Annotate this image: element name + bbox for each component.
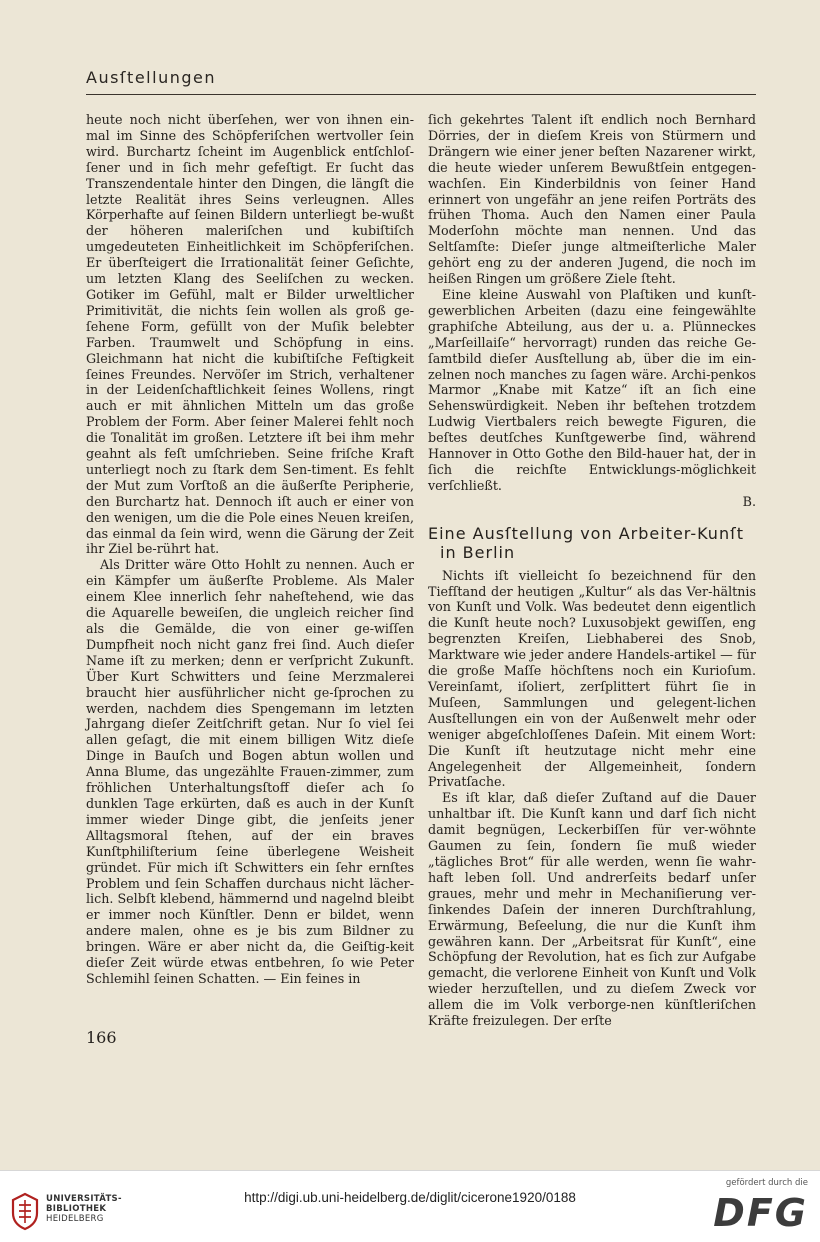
paragraph: Eine kleine Auswahl von Plaſtiken und kunſt-gewerblichen Arbeiten (dazu eine feingewählte graphiſche Abteilung, aus der u. a. Plünneckes „Marſeillaiſe“ hervorragt) runden das reiche Ge-ſamtbild dieſer Ausſtellung ab, über die im ein-zelnen noch manches zu ſagen wäre. Archi-penkos Marmor „Knabe mit Katze“ iſt an ſich eine Sehenswürdigkeit. Neben ihr beſtehen trotzdem Ludwig Viertbalers reich bewegte Figuren, die beſtes deutſches Kunſtgewerbe ſind, während Hannover in Otto Gothe den Bild-hauer hat, der in ſich die reichſte Entwicklungs-möglichkeit verſchließt. [428,286,756,493]
paragraph: ſich gekehrtes Talent iſt endlich noch Bernhard Dörries, der in dieſem Kreis von Stürmern und Drängern wie einer jener beſten Nazarener wirkt, die heute wieder unſerem Bewußtſein entgegen-wachſen. Ein Kinderbildnis von ſeiner Hand erinnert von ungefähr an jene reifen Porträts des frühen Thoma. Auch den Namen einer Paula Moderſohn möchte man nennen. Und das Seltſamſte: Dieſer junge altmeiſterliche Maler gehört eng zu der anderen Jugend, die noch im heißen Ringen um größere Ziele ſteht. [428,112,756,287]
viewer-footer [0,1170,820,1242]
library-name-line: UNIVERSITÄTS- [46,1194,122,1204]
running-head: Ausſtellungen [86,68,216,87]
paragraph: heute noch nicht überſehen, wer von ihnen ein-mal im Sinne des Schöpferiſchen wertvoller ſein wird. Burchartz ſcheint im Augenblick entſchloſ-ſener und in ſich mehr gefeſtigt. Er ſucht das Transzendentale hinter den Dingen, die längſt die letzte Realität ihres Seins verleugnen. Alles Körperhafte auf ſeinen Bildern unterliegt be-wußt der höheren maleriſchen und kubiſtiſch umgedeuteten Einheitlichkeit im Schöpferiſchen. Er überſteigert die Irrationalität ſeiner Geſichte, um letzten Klang des Seeliſchen zu wecken. Gotiker im Gefühl, malt er Bilder urweltlicher Primitivität, die nichts ſein wollen als groß ge-ſehene Form, gefüllt von der Muſik belebter Farben. Traumwelt und Schöpfung in eins. Gleichmann hat nicht die kubiſtiſche Feſtigkeit ſeines Freundes. Nervöſer im Strich, verhaltener in der Leidenſchaftlichkeit ſeines Wollens, ringt auch er mit ähnlichen Mitteln um das große Problem der Form. Aber ſeiner Malerei fehlt noch die Tonalität im großen. Letztere iſt bei ihm mehr geahnt als feſt umſchrieben. Seine friſche Kraft unterliegt noch zu ſtark dem Sen-timent. Es fehlt der Mut zum Vorſtoß an die äußerſte Peripherie, den Burchartz hat. Dennoch iſt auch er einer von den wenigen, um die die Pole eines Neuen kreiſen, das einmal da ſein wird, wenn die Gärung der Zeit ihr Ziel be-rührt hat. [86,112,414,557]
library-name-line: BIBLIOTHEK [46,1204,107,1214]
article-heading-line: in Berlin [440,542,516,562]
paragraph: Es iſt klar, daß dieſer Zuſtand auf die Dauer unhaltbar iſt. Die Kunſt kann und darf ſich nicht damit begnügen, Leckerbiſſen für ver-wöhnte Gaumen zu ſein, ſondern ſie muß wieder „tägliches Brot“ für alle werden, wenn ſie wahr-haft leben ſoll. Und andrerſeits bedarf unſer graues, mehr und mehr in Mechaniſierung ver-ſinkendes Daſein der inneren Durchſtrahlung, Erwärmung, Beſeelung, die nur die Kunſt ihm gewähren kann. Der „Arbeitsrat für Kunſt“, eine Schöpfung der Revolution, hat es ſich zur Aufgabe gemacht, die verlorene Einheit von Kunſt und Volk wieder herzuſtellen, und zu dieſem Zweck vor allem die im Volk verborge-nen künſtleriſchen Kräfte freizulegen. Der erſte [428,790,756,1029]
left-column [86,112,414,987]
right-column [428,112,756,1029]
page-number: 166 [86,1028,117,1047]
paragraph: Als Dritter wäre Otto Hohlt zu nennen. Auch er ein Kämpfer um äußerſte Probleme. Als Maler einem Klee innerlich ſehr naheſtehend, wie das die Aquarelle beweiſen, die ungleich reicher ſind als die Gemälde, die von einer ge-wiſſen Dumpfheit noch nicht ganz frei ſind. Auch dieſer Name iſt zu merken; denn er verſpricht Zukunft. Über Kurt Schwitters und ſeine Merzmalerei braucht hier ausführlicher nicht ge-ſprochen zu werden, nachdem dies Spengemann im letzten Jahrgang dieſer Zeitſchrift getan. Nur ſo viel ſei allen geſagt, die mit einem billigen Witz dieſe Dinge in Bauſch und Bogen abtun wollen und Anna Blume, das ungezählte Frauen-zimmer, zum fröhlichen Unterhaltungsſtoff dieſer ach ſo dunklen Tage erkürten, daß es auch in der Kunſt immer wieder Dinge gibt, die jenſeits jener Alltagsmoral ſtehen, auf der ein braves Kunſtphiliſterium ſeine überlegene Weisheit gründet. Für mich iſt Schwitters ein ſehr ernſtes Problem und ſein Schaffen durchaus nicht lächer-lich. Selbſt klebend, hämmernd und nagelnd bleibt er immer noch Künſtler. Denn er bildet, wenn andere malen, ohne es je bis zum Bildner zu bringen. Wäre er aber nicht da, die Geiſtig-keit dieſer Zeit würde etwas entbehren, ſo wie Peter Schlemihl ſeinen Schatten. — Ein feines in [86,557,414,986]
author-signature: B. [742,493,756,509]
article-heading [428,524,756,562]
library-name-line: HEIDELBERG [46,1214,104,1224]
paragraph: Nichts iſt vielleicht ſo bezeichnend für den Tiefſtand der heutigen „Kultur“ als das Ver-hältnis von Kunſt und Volk. Was bedeutet denn eigentlich die Kunſt heute noch? Luxusobjekt gewiſſen, eng begrenzten Kreiſen, Liebhaberei des Snob, Marktware wie jeder andere Handels-artikel — für die große Maſſe höchſtens noch ein Kurioſum. Vereinſamt, iſoliert, zerſplittert führt ſie in Muſeen, Sammlungen und gelegent-lichen Ausſtellungen ein von der Außenwelt mehr oder weniger abgeſchloſſenes Daſein. Mit einem Wort: Die Kunſt iſt heutzutage nicht mehr eine Angelegenheit der Allgemeinheit, ſondern Privatſache. [428,567,756,790]
article-heading-line: Eine Ausſtellung von Arbeiter-Kunſt [428,523,744,543]
header-rule [86,94,756,95]
dfg-logo: DFG [713,1191,808,1235]
permalink-url[interactable]: http://digi.ub.uni-heidelberg.de/diglit/cicerone1920/0188 [244,1190,576,1205]
funded-by-label: gefördert durch die [725,1178,808,1188]
